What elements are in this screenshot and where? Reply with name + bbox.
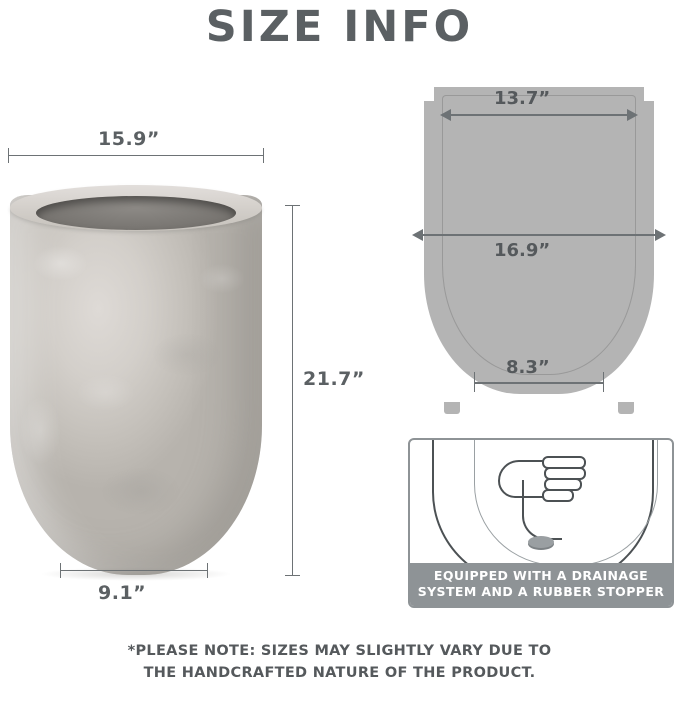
cross-section-foot-left [444,402,460,414]
height-tick-top [285,205,300,206]
section-base-width-label: 8.3” [506,357,550,378]
product-photo-panel [0,110,365,630]
base-width-label: 9.1” [98,582,147,604]
section-base-width-arrow-line [474,382,604,384]
drainage-caption-line2: SYSTEM AND A RUBBER STOPPER [417,584,665,599]
base-width-dimension-line [60,570,208,571]
inner-top-width-arrow-left [440,109,451,121]
drain-tube-icon [522,480,562,540]
cross-section-foot-right [618,402,634,414]
inner-top-width-label: 13.7” [494,88,551,109]
outer-width-label: 16.9” [494,240,551,261]
drainage-callout-panel [408,438,674,608]
pot-texture-overlay [10,195,262,575]
drainage-caption [410,563,672,606]
footnote-line2: THE HANDCRAFTED NATURE OF THE PRODUCT. [143,665,536,681]
page-title: SIZE INFO [205,2,474,52]
rubber-stopper-icon [528,536,554,548]
base-width-tick-right [207,563,208,578]
outer-width-arrow-left [412,229,423,241]
base-width-tick-left [60,563,61,578]
inner-top-width-arrow-right [627,109,638,121]
height-label: 21.7” [303,368,365,390]
top-width-label: 15.9” [98,128,160,150]
cross-section-notch-right [644,87,654,101]
pot-interior-opening [36,196,236,230]
section-base-tick-left [474,372,475,392]
outer-width-arrow-line [422,234,656,236]
cross-section-notch-left [424,87,434,101]
top-width-dimension-line [8,155,264,156]
planter-pot-illustration [10,195,262,575]
footnote-line1: *PLEASE NOTE: SIZES MAY SLIGHTLY VARY DUE TO [127,643,552,659]
footnote [0,640,679,684]
drainage-caption-line1: EQUIPPED WITH A DRAINAGE [433,568,649,583]
top-width-tick-right [263,148,264,163]
inner-top-width-arrow-line [450,114,628,116]
pot-body [10,195,262,575]
section-base-tick-right [603,372,604,392]
outer-width-arrow-right [655,229,666,241]
height-tick-bottom [285,575,300,576]
top-width-tick-left [8,148,9,163]
cross-section-panel [408,82,670,420]
height-dimension-line [292,205,293,575]
